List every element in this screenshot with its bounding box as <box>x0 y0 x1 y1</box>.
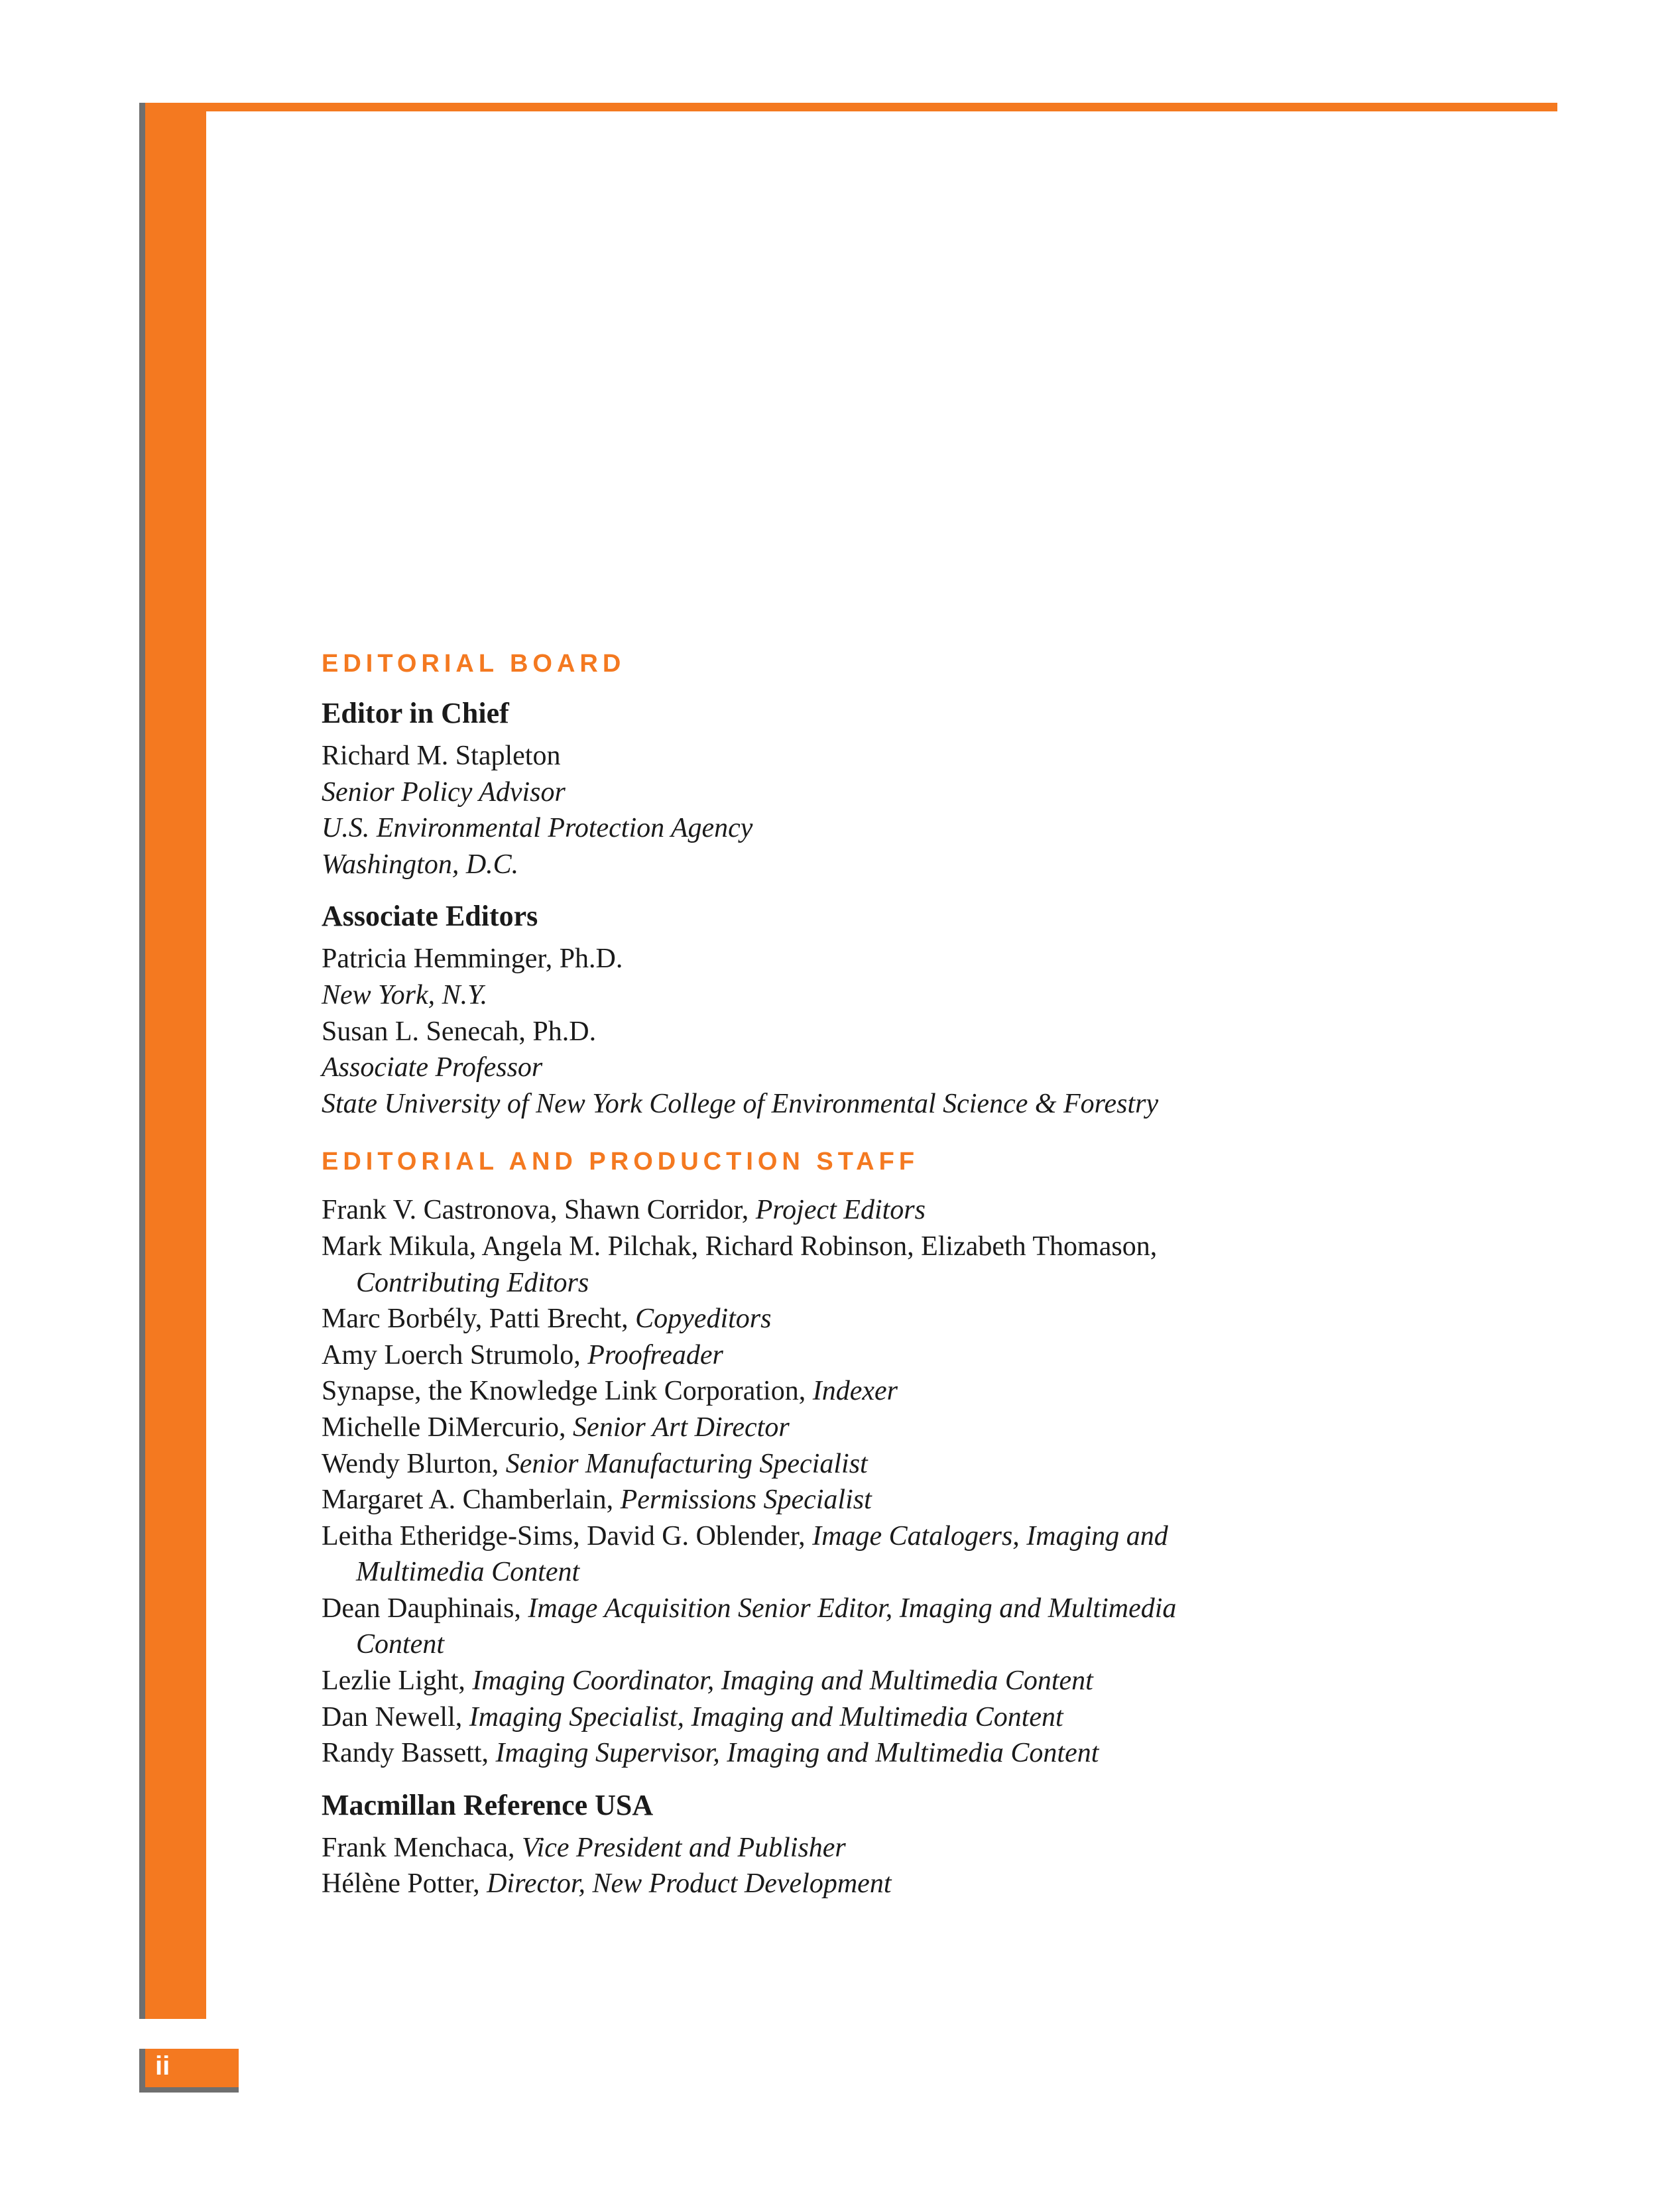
staff-entry-continuation: Contributing Editors <box>356 1267 589 1298</box>
staff-entry: Lezlie Light, Imaging Coordinator, Imaging and Multimedia Content <box>322 1666 1093 1697</box>
associate-editor-organization: State University of New York College of Environmental Science & Forestry <box>322 1088 1159 1119</box>
folio-orange-block <box>139 2049 239 2087</box>
associate-editor-location: New York, N.Y. <box>322 979 488 1010</box>
publisher-entry: Frank Menchaca, Vice President and Publisher <box>322 1832 846 1863</box>
editorial-board-heading: EDITORIAL BOARD <box>322 650 626 678</box>
top-orange-rule <box>145 103 1557 111</box>
editor-in-chief-name: Richard M. Stapleton <box>322 741 561 771</box>
staff-entry: Leitha Etheridge-Sims, David G. Oblender, Image Catalogers, Imaging and <box>322 1520 1168 1551</box>
staff-entry-continuation: Content <box>356 1629 444 1660</box>
editor-in-chief-organization: U.S. Environmental Protection Agency <box>322 813 753 844</box>
page-number: ii <box>155 2051 170 2081</box>
editor-in-chief-heading: Editor in Chief <box>322 697 509 729</box>
masthead-content <box>322 646 1581 1902</box>
staff-entry: Margaret A. Chamberlain, Permissions Specialist <box>322 1485 872 1516</box>
folio-gray-underline <box>139 2087 239 2093</box>
staff-entry: Dan Newell, Imaging Specialist, Imaging and Multimedia Content <box>322 1701 1063 1732</box>
publisher-heading: Macmillan Reference USA <box>322 1788 654 1821</box>
folio-tab <box>139 2049 239 2091</box>
editor-in-chief-title: Senior Policy Advisor <box>322 776 566 808</box>
staff-entry: Randy Bassett, Imaging Supervisor, Imaging and Multimedia Content <box>322 1738 1099 1769</box>
associate-editors-heading: Associate Editors <box>322 900 538 933</box>
staff-entry: Dean Dauphinais, Image Acquisition Senior Editor, Imaging and Multimedia <box>322 1593 1177 1624</box>
staff-entry: Michelle DiMercurio, Senior Art Director <box>322 1412 790 1443</box>
staff-entry: Mark Mikula, Angela M. Pilchak, Richard Robinson, Elizabeth Thomason, <box>322 1231 1158 1262</box>
staff-entry: Wendy Blurton, Senior Manufacturing Specialist <box>322 1448 868 1479</box>
staff-list <box>322 1192 1581 1772</box>
folio-gray-edge <box>139 2049 145 2091</box>
left-orange-band <box>145 103 206 2019</box>
staff-entry: Amy Loerch Strumolo, Proofreader <box>322 1339 723 1370</box>
associate-editor-title: Associate Professor <box>322 1052 543 1083</box>
publisher-entry: Hélène Potter, Director, New Product Development <box>322 1868 892 1900</box>
associate-editor-name: Susan L. Senecah, Ph.D. <box>322 1016 597 1047</box>
left-gray-rule <box>139 103 145 2019</box>
associate-editor-name: Patricia Hemminger, Ph.D. <box>322 943 623 975</box>
staff-heading: EDITORIAL AND PRODUCTION STAFF <box>322 1148 920 1176</box>
staff-entry: Marc Borbély, Patti Brecht, Copyeditors <box>322 1304 772 1335</box>
staff-entry: Synapse, the Knowledge Link Corporation, Indexer <box>322 1376 898 1407</box>
editor-in-chief-location: Washington, D.C. <box>322 849 519 880</box>
staff-entry: Frank V. Castronova, Shawn Corridor, Project Editors <box>322 1195 926 1226</box>
staff-entry-continuation: Multimedia Content <box>356 1557 580 1588</box>
